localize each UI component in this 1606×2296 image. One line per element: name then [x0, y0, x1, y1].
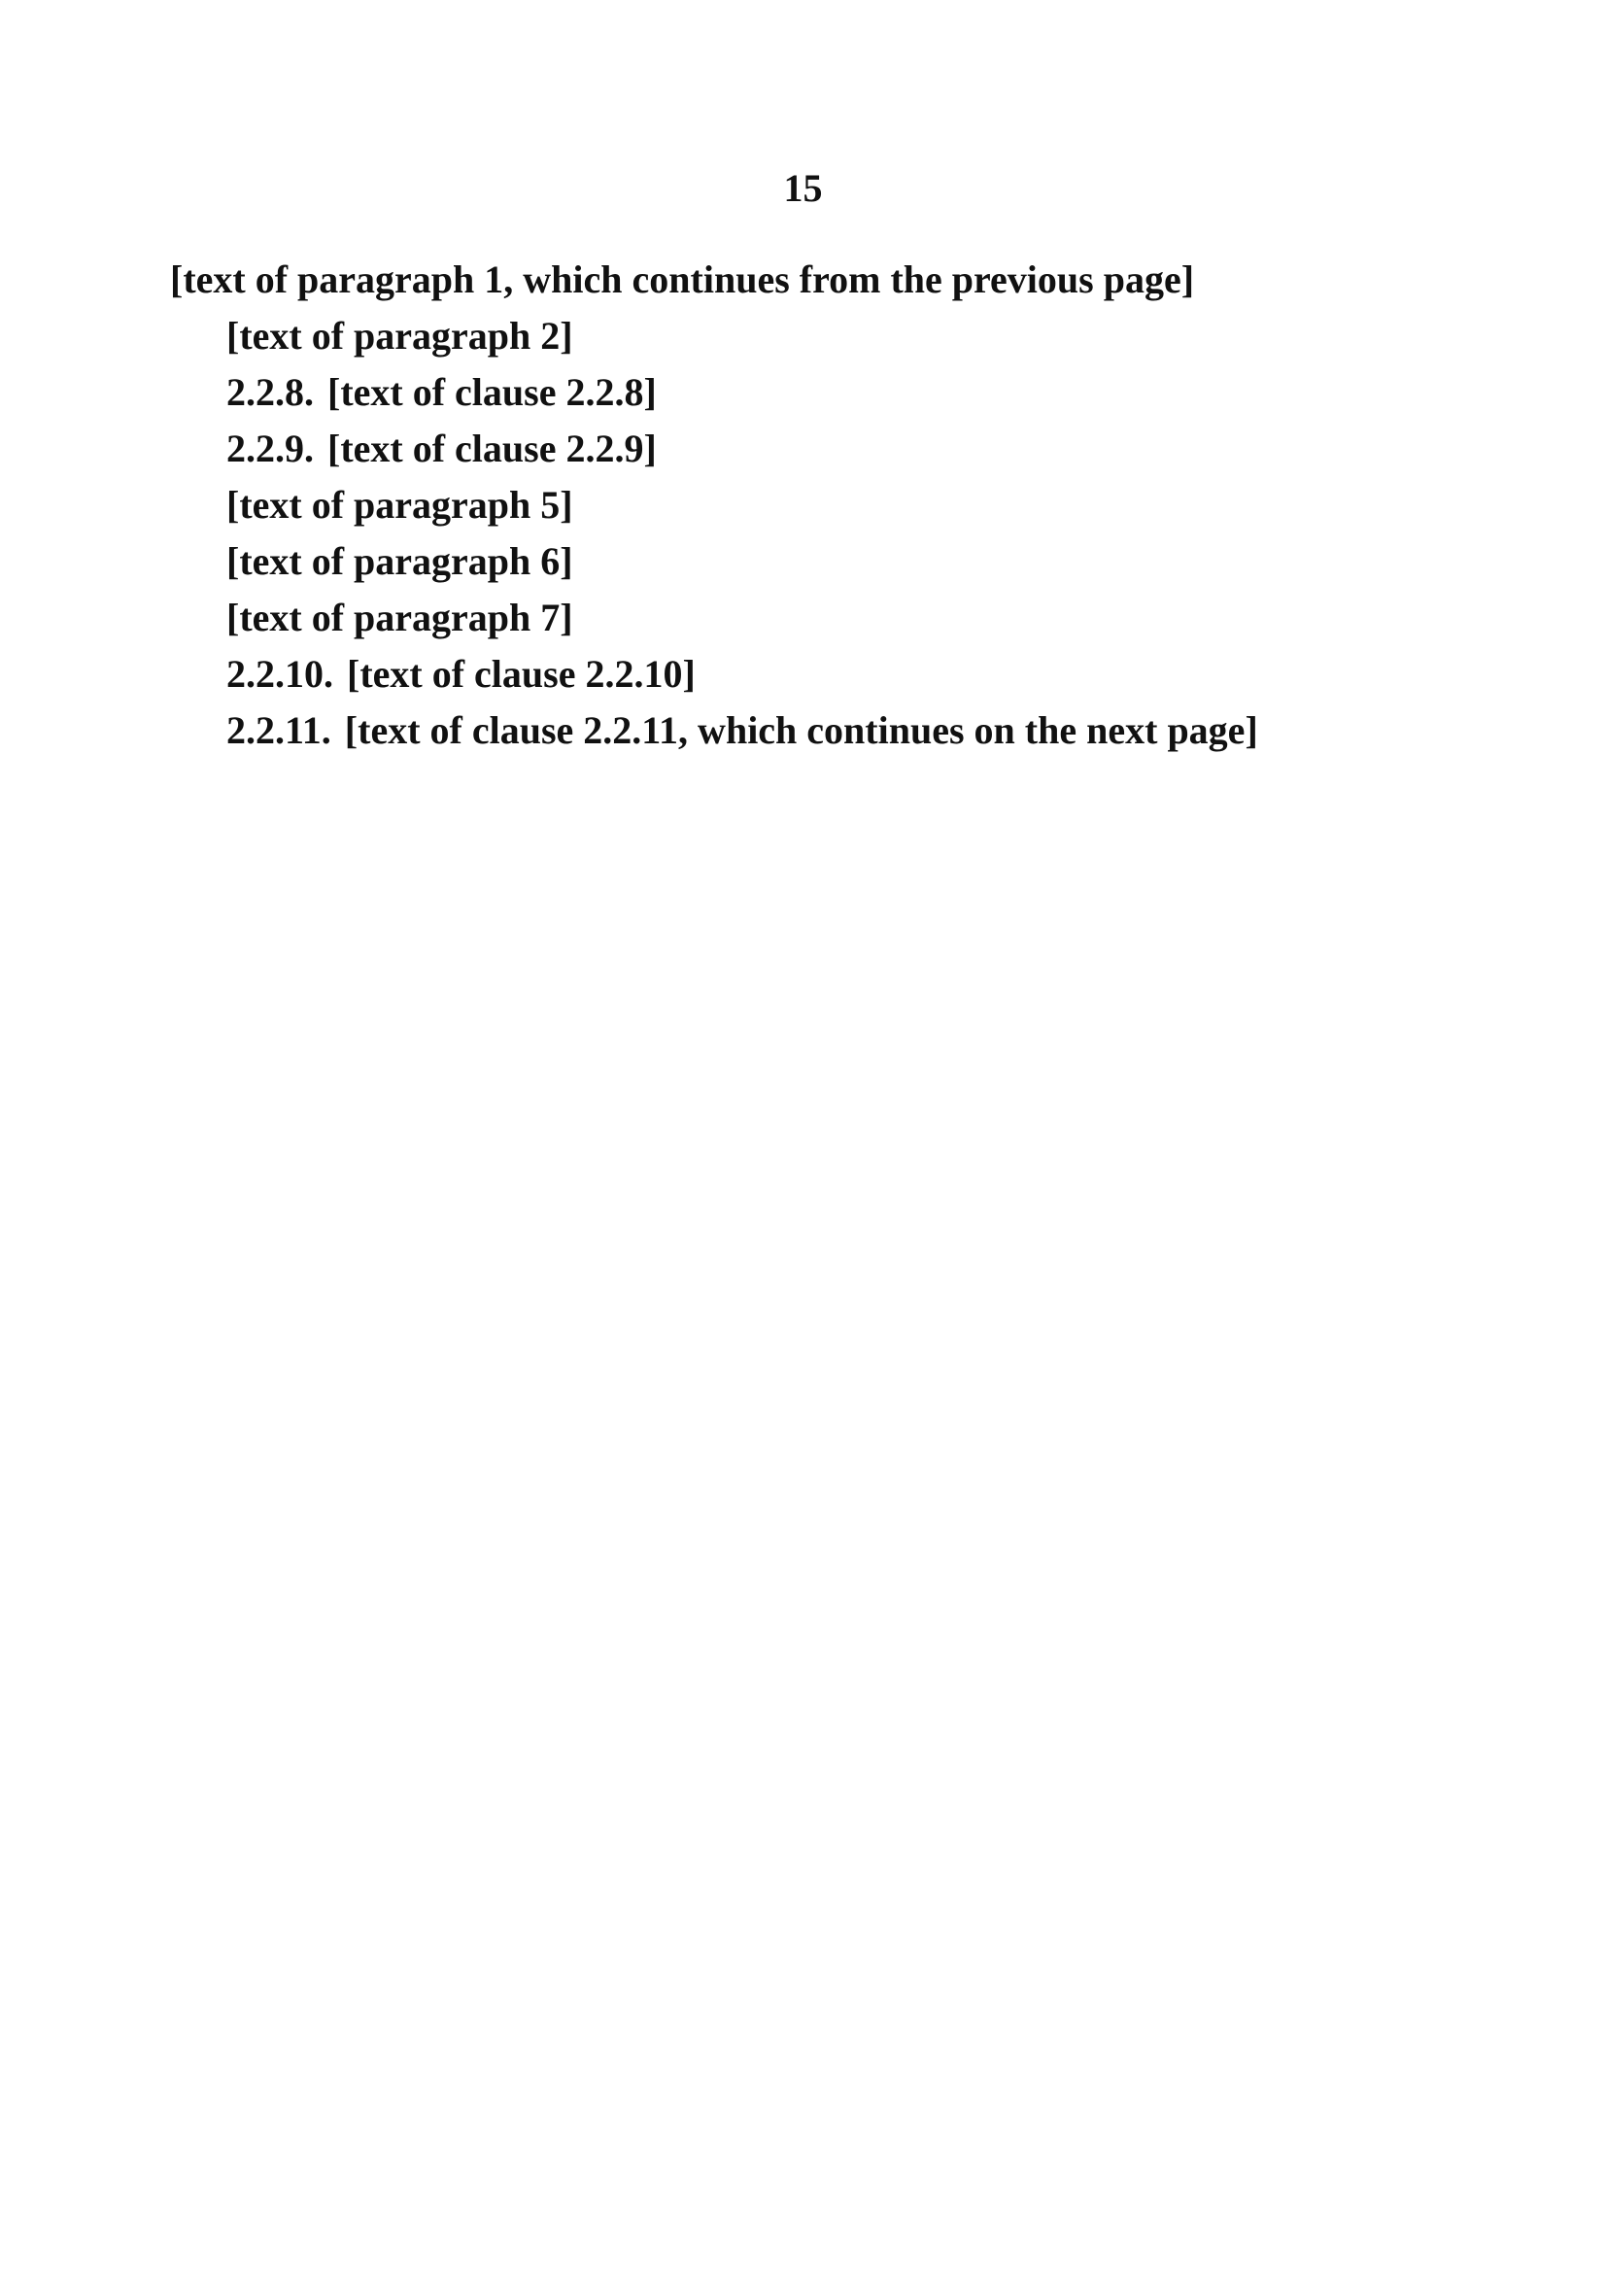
paragraph-text: [text of paragraph 2]	[226, 314, 573, 358]
paragraph-text: [text of paragraph 5]	[226, 483, 573, 527]
clause-paragraph	[170, 706, 1436, 755]
page-number: 15	[783, 166, 823, 210]
paragraph-text: [text of clause 2.2.11, which continues on the next page]	[344, 708, 1258, 752]
paragraph-text: [text of paragraph 1, which continues from the previous page]	[170, 257, 1195, 301]
paragraph-text: [text of clause 2.2.9]	[327, 427, 657, 470]
clause-number: 2.2.10.	[226, 652, 333, 696]
clause-number: 2.2.9.	[226, 427, 314, 470]
clause-number: 2.2.11.	[226, 708, 331, 752]
paragraph	[170, 312, 1436, 360]
body-text	[170, 256, 1436, 755]
paragraph	[170, 481, 1436, 530]
paragraph	[170, 594, 1436, 642]
paragraph-text: [text of paragraph 7]	[226, 596, 573, 639]
clause-paragraph	[170, 650, 1436, 699]
paragraph-text: [text of clause 2.2.10]	[347, 652, 696, 696]
paragraph-text: [text of clause 2.2.8]	[327, 370, 657, 414]
paragraph	[170, 537, 1436, 586]
clause-paragraph	[170, 368, 1436, 417]
clause-number: 2.2.8.	[226, 370, 314, 414]
clause-paragraph	[170, 425, 1436, 473]
paragraph-text: [text of paragraph 6]	[226, 539, 573, 583]
paragraph	[170, 256, 1436, 304]
